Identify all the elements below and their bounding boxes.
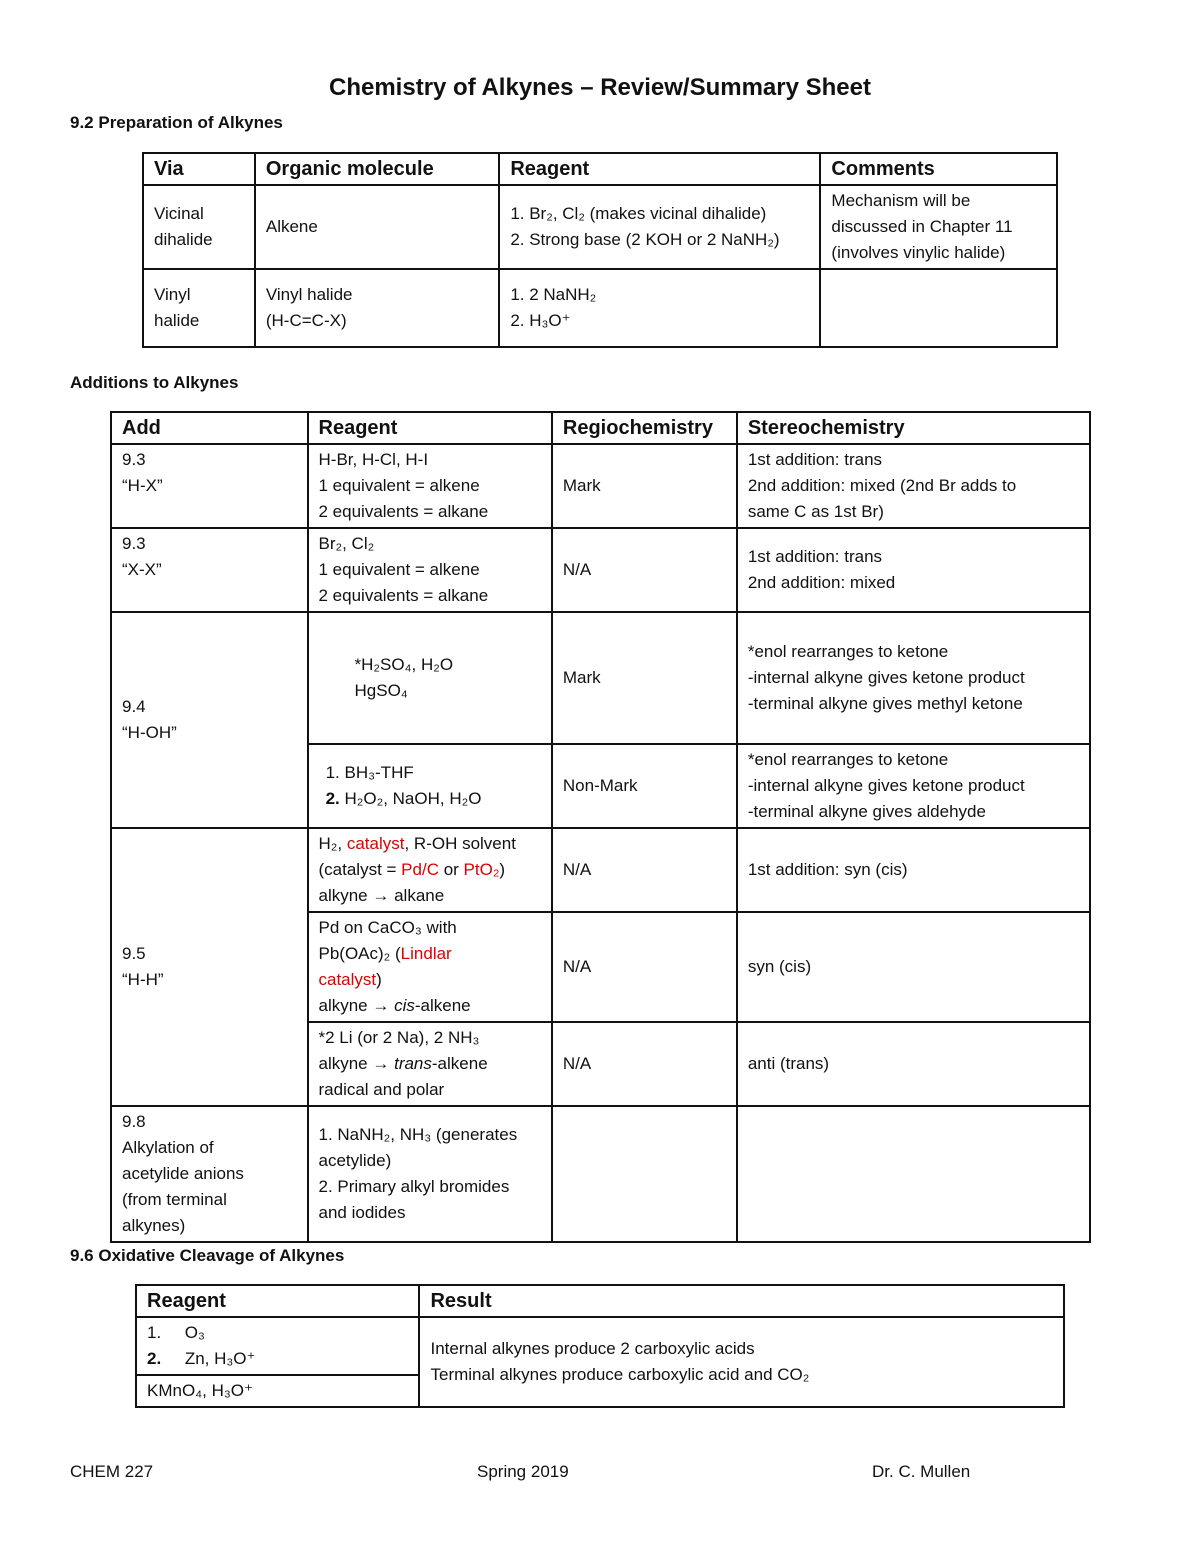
stereo-cell: *enol rearranges to ketone -internal alkyne gives ketone product -terminal alkyne gives methyl ketone: [737, 612, 1090, 744]
reagent-cell: 1. BH₃-THF 2. H₂O₂, NaOH, H₂O: [308, 744, 552, 828]
add-cell: 9.8 Alkylation of acetylide anions (from terminal alkynes): [111, 1106, 308, 1242]
reagent-cell: H-Br, H-Cl, H-I 1 equivalent = alkene 2 equivalents = alkane: [308, 444, 552, 528]
stereo-cell: *enol rearranges to ketone -internal alkyne gives ketone product -terminal alkyne gives aldehyde: [737, 744, 1090, 828]
footer-instructor: Dr. C. Mullen: [872, 1462, 971, 1481]
reagent-cell: 1. O₃ 2. Zn, H₃O⁺: [136, 1317, 419, 1375]
reagent-cell: 1. 2 NaNH₂ 2. H₃O⁺: [499, 269, 820, 347]
stereo-cell: 1st addition: trans 2nd addition: mixed: [737, 528, 1090, 612]
comments-cell: [820, 269, 1057, 347]
table-row: [143, 269, 1057, 347]
add-header-reagent: Reagent: [308, 412, 552, 444]
add-cell: 9.3 “H-X”: [111, 444, 308, 528]
table-row: [136, 1317, 1064, 1375]
regio-cell: N/A: [552, 1022, 737, 1106]
table-row: [143, 185, 1057, 269]
prep-table: [142, 152, 1058, 348]
add-cell: 9.5 “H-H”: [111, 828, 308, 1106]
ox-header-result: Result: [419, 1285, 1064, 1317]
stereo-cell: 1st addition: syn (cis): [737, 828, 1090, 912]
stereo-cell: 1st addition: trans 2nd addition: mixed (2nd Br adds to same C as 1st Br): [737, 444, 1090, 528]
table-row: [111, 528, 1090, 612]
reagent-cell: Pd on CaCO₃ with Pb(OAc)₂ (Lindlar catalyst) alkyne → cis-alkene: [308, 912, 552, 1022]
regio-cell: N/A: [552, 528, 737, 612]
result-cell: Internal alkynes produce 2 carboxylic acids Terminal alkynes produce carboxylic acid and CO₂: [419, 1317, 1064, 1407]
additions-table: [110, 411, 1091, 1243]
prep-heading: 9.2 Preparation of Alkynes: [70, 113, 283, 132]
footer-term: Spring 2019: [477, 1462, 569, 1481]
ox-header-reagent: Reagent: [136, 1285, 419, 1317]
add-header-stereo: Stereochemistry: [737, 412, 1090, 444]
regio-cell: N/A: [552, 828, 737, 912]
oxidative-heading: 9.6 Oxidative Cleavage of Alkynes: [70, 1246, 345, 1265]
reagent-cell: KMnO₄, H₃O⁺: [136, 1375, 419, 1407]
reagent-cell: 1. Br₂, Cl₂ (makes vicinal dihalide) 2. Strong base (2 KOH or 2 NaNH₂): [499, 185, 820, 269]
table-row: [111, 1106, 1090, 1242]
regio-cell: Mark: [552, 444, 737, 528]
reagent-cell: Br₂, Cl₂ 1 equivalent = alkene 2 equivalents = alkane: [308, 528, 552, 612]
reagent-cell: *H₂SO₄, H₂O HgSO₄: [308, 612, 552, 744]
reagent-cell: 1. NaNH₂, NH₃ (generates acetylide) 2. Primary alkyl bromides and iodides: [308, 1106, 552, 1242]
stereo-cell: syn (cis): [737, 912, 1090, 1022]
regio-cell: [552, 1106, 737, 1242]
table-row: [111, 828, 1090, 912]
reagent-cell: H₂, catalyst, R-OH solvent (catalyst = Pd/C or PtO₂) alkyne → alkane: [308, 828, 552, 912]
regio-cell: N/A: [552, 912, 737, 1022]
add-cell: 9.4 “H-OH”: [111, 612, 308, 828]
prep-header-molecule: Organic molecule: [255, 153, 499, 185]
comments-cell: Mechanism will be discussed in Chapter 11 (involves vinylic halide): [820, 185, 1057, 269]
add-cell: 9.3 “X-X”: [111, 528, 308, 612]
regio-cell: Non-Mark: [552, 744, 737, 828]
table-row: [111, 612, 1090, 744]
reagent-cell: *2 Li (or 2 Na), 2 NH₃ alkyne → trans-alkene radical and polar: [308, 1022, 552, 1106]
via-cell: Vicinal dihalide: [143, 185, 255, 269]
stereo-cell: anti (trans): [737, 1022, 1090, 1106]
molecule-cell: Alkene: [255, 185, 499, 269]
oxidative-table: [135, 1284, 1065, 1408]
additions-heading: Additions to Alkynes: [70, 373, 239, 392]
regio-cell: Mark: [552, 612, 737, 744]
molecule-cell: Vinyl halide (H-C=C-X): [255, 269, 499, 347]
footer-course: CHEM 227: [70, 1462, 154, 1481]
prep-header-via: Via: [143, 153, 255, 185]
prep-header-reagent: Reagent: [499, 153, 820, 185]
table-row: [111, 444, 1090, 528]
stereo-cell: [737, 1106, 1090, 1242]
add-header-add: Add: [111, 412, 308, 444]
via-cell: Vinyl halide: [143, 269, 255, 347]
page-title: Chemistry of Alkynes – Review/Summary Sheet: [329, 74, 871, 101]
add-header-regio: Regiochemistry: [552, 412, 737, 444]
prep-header-comments: Comments: [820, 153, 1057, 185]
